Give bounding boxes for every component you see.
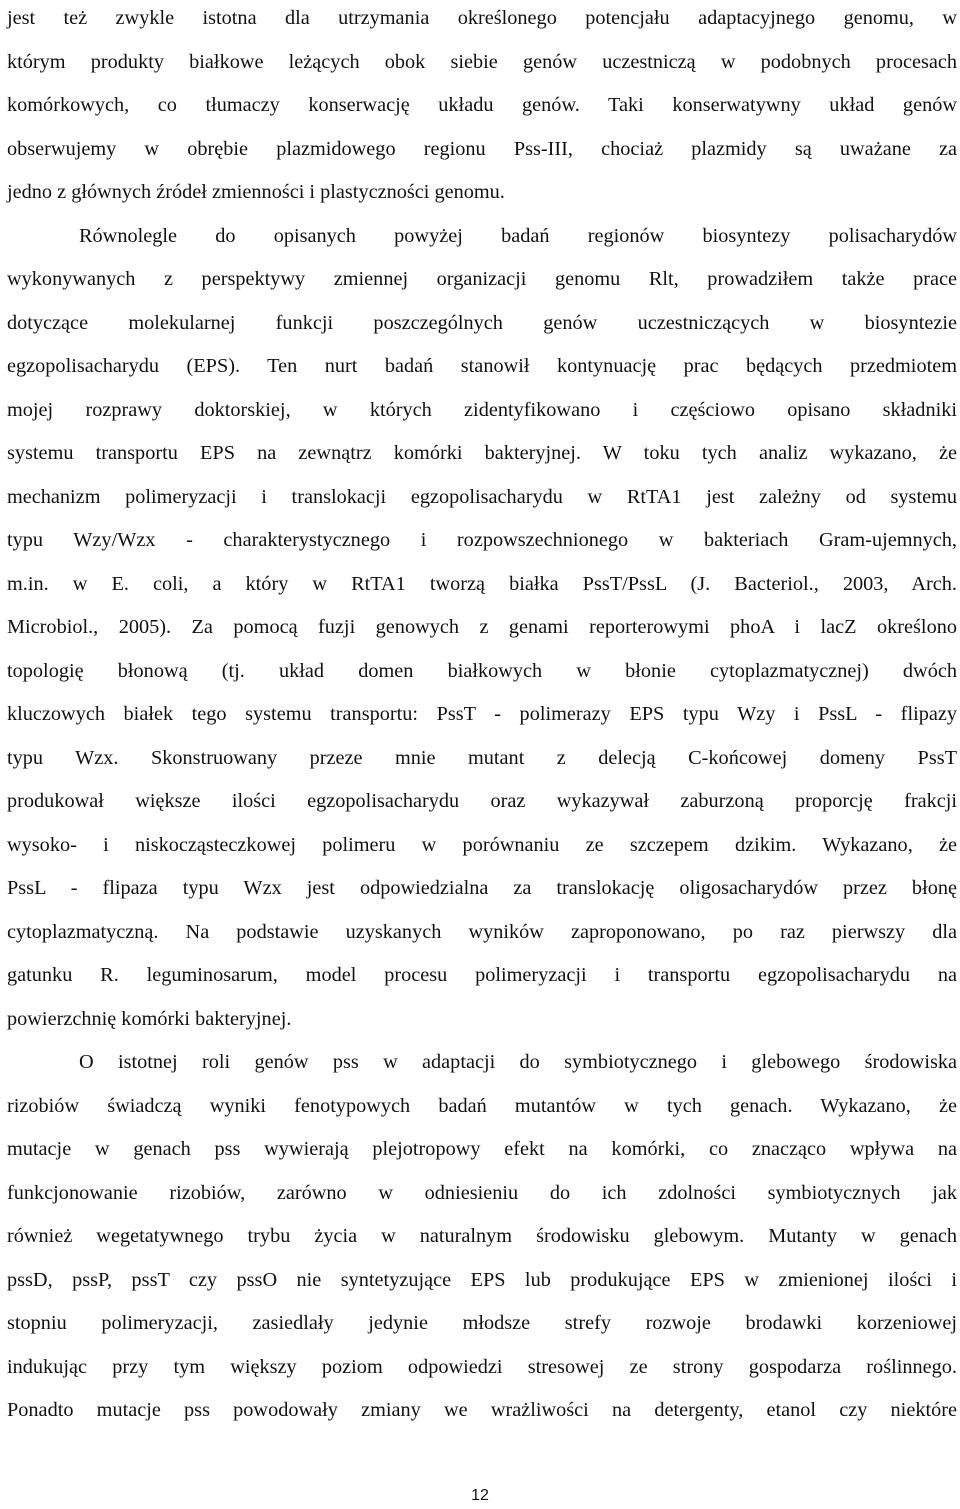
text-line: typu Wzx. Skonstruowany przeze mnie mutant z delecją C-końcowej domeny PssT	[7, 746, 957, 769]
text-line: pssD, pssP, pssT czy pssO nie syntetyzujące EPS lub produkujące EPS w zmienionej ilości i	[7, 1268, 957, 1291]
text-line: produkował większe ilości egzopolisacharydu oraz wykazywał zaburzoną proporcję frakcji	[7, 790, 957, 812]
text-line: cytoplazmatyczną. Na podstawie uzyskanych wyników zaproponowano, po raz pierwszy dla	[7, 920, 957, 943]
text-line: jedno z głównych źródeł zmienności i plastyczności genomu.	[7, 181, 505, 203]
text-line: komórkowych, co tłumaczy konserwację układu genów. Taki konserwatywny układ genów	[7, 94, 957, 116]
text-line: egzopolisacharydu (EPS). Ten nurt badań stanowił kontynuację prac będących przedmiotem	[7, 355, 957, 377]
text-line: mechanizm polimeryzacji i translokacji egzopolisacharydu w RtTA1 jest zależny od systemu	[7, 485, 957, 508]
text-line: kluczowych białek tego systemu transportu: PssT - polimerazy EPS typu Wzy i PssL - flipazy	[7, 703, 957, 725]
text-line: również wegetatywnego trybu życia w naturalnym środowisku glebowym. Mutanty w genach	[7, 1225, 957, 1247]
text-line: wykonywanych z perspektywy zmiennej organizacji genomu Rlt, prowadziłem także prace	[7, 268, 957, 290]
text-line: funkcjonowanie rizobiów, zarówno w odniesieniu do ich zdolności symbiotycznych jak	[7, 1181, 957, 1204]
text-line: jest też zwykle istotna dla utrzymania określonego potencjału adaptacyjnego genomu, w	[7, 7, 957, 29]
text-line: Ponadto mutacje pss powodowały zmiany we wrażliwości na detergenty, etanol czy niektóre	[7, 1399, 957, 1421]
text-line: systemu transportu EPS na zewnątrz komórki bakteryjnej. W toku tych analiz wykazano, że	[7, 442, 957, 464]
text-line: powierzchnię komórki bakteryjnej.	[7, 1007, 292, 1030]
text-line: stopniu polimeryzacji, zasiedlały jedynie młodsze strefy rozwoje brodawki korzeniowej	[7, 1312, 957, 1334]
text-line: m.in. w E. coli, a który w RtTA1 tworzą białka PssT/PssL (J. Bacteriol., 2003, Arch.	[7, 572, 957, 595]
text-line: gatunku R. leguminosarum, model procesu polimeryzacji i transportu egzopolisacharydu na	[7, 964, 957, 986]
page-number: 12	[471, 1487, 489, 1504]
text-line: Microbiol., 2005). Za pomocą fuzji genowych z genami reporterowymi phoA i lacZ określono	[7, 616, 957, 638]
text-line: obserwujemy w obrębie plazmidowego regionu Pss-III, chociaż plazmidy są uważane za	[7, 137, 957, 160]
text-line: typu Wzy/Wzx - charakterystycznego i rozpowszechnionego w bakteriach Gram-ujemnych,	[7, 529, 957, 551]
text-line: rizobiów świadczą wyniki fenotypowych badań mutantów w tych genach. Wykazano, że	[7, 1094, 957, 1117]
text-line: którym produkty białkowe leżących obok siebie genów uczestniczą w podobnych procesach	[7, 50, 957, 73]
text-line: PssL - flipaza typu Wzx jest odpowiedzialna za translokację oligosacharydów przez błonę	[7, 877, 957, 899]
text-line: indukując przy tym większy poziom odpowiedzi stresowej ze strony gospodarza roślinnego.	[7, 1355, 957, 1378]
text-line: mutacje w genach pss wywierają plejotropowy efekt na komórki, co znacząco wpływa na	[7, 1138, 957, 1160]
text-line: mojej rozprawy doktorskiej, w których zidentyfikowano i częściowo opisano składniki	[7, 398, 957, 421]
text-line: topologię błonową (tj. układ domen białkowych w błonie cytoplazmatycznej) dwóch	[7, 659, 957, 682]
text-line: dotyczące molekularnej funkcji poszczególnych genów uczestniczących w biosyntezie	[7, 311, 957, 334]
text-line: O istotnej roli genów pss w adaptacji do symbiotycznego i glebowego środowiska	[79, 1051, 957, 1073]
text-line: Równolegle do opisanych powyżej badań regionów biosyntezy polisacharydów	[79, 224, 957, 247]
text-line: wysoko- i niskocząsteczkowej polimeru w porównaniu ze szczepem dzikim. Wykazano, że	[7, 833, 957, 856]
